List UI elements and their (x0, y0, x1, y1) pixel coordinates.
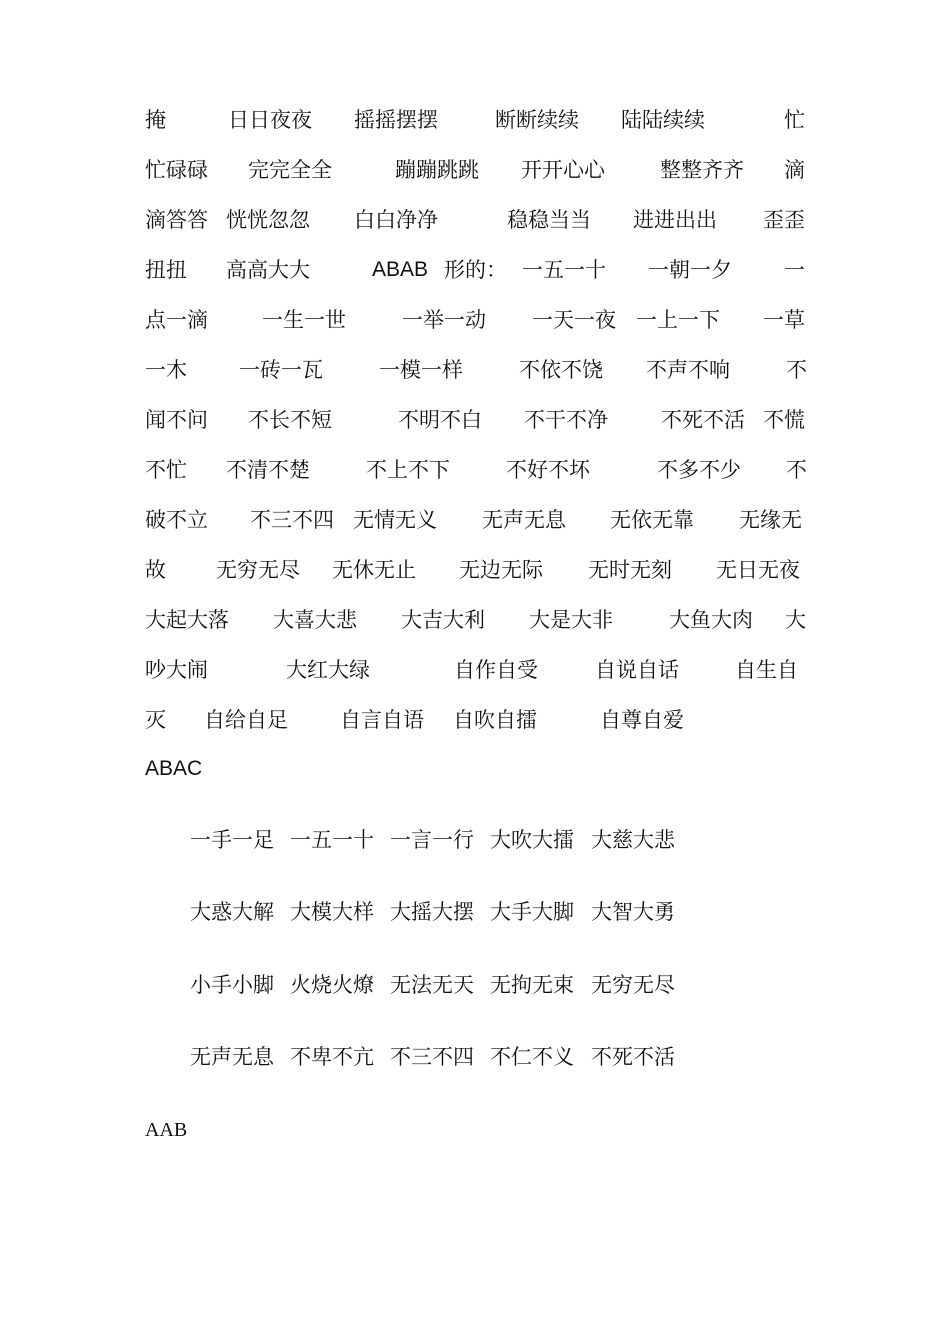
word: 自言自语 (340, 708, 424, 732)
word: 自吹自擂 (453, 708, 537, 732)
word: 不明不白 (398, 408, 482, 432)
abac-line-2 (145, 897, 675, 927)
word: 一木 (145, 358, 187, 382)
word: 自尊自爱 (600, 708, 684, 732)
word: 无依无靠 (610, 508, 694, 532)
word: 大红大绿 (286, 658, 370, 682)
abac-line-4 (145, 1042, 675, 1072)
word: 大惑大解 (190, 900, 274, 924)
word: 一模一样 (379, 358, 463, 382)
word: 断断续续 (495, 108, 579, 132)
text-line-3 (145, 205, 805, 235)
word: 一五一十 (522, 258, 606, 282)
word: 大智大勇 (591, 900, 675, 924)
word: 不多不少 (657, 458, 741, 482)
word: 大起大落 (145, 608, 229, 632)
text-line-9 (145, 505, 802, 535)
word: 无声无息 (482, 508, 566, 532)
word: 不三不四 (390, 1045, 474, 1069)
word: 不上不下 (366, 458, 450, 482)
text-line-5 (145, 305, 805, 335)
word: 一手一足 (190, 828, 274, 852)
word: 恍恍忽忽 (226, 208, 310, 232)
word: 完完全全 (248, 158, 332, 182)
word: 火烧火燎 (290, 973, 374, 997)
word: 不卑不亢 (290, 1045, 374, 1069)
word: 不长不短 (248, 408, 332, 432)
word: 吵大闹 (145, 658, 208, 682)
word: 无日无夜 (716, 558, 800, 582)
word: 滴答答 (145, 208, 208, 232)
word: 一生一世 (262, 308, 346, 332)
word: 大吉大利 (401, 608, 485, 632)
text-line-4 (145, 255, 805, 285)
word: 无穷无尽 (216, 558, 300, 582)
heading-aab: AAB (145, 1119, 188, 1141)
word: 掩 (145, 108, 166, 132)
word: 无法无天 (390, 973, 474, 997)
text-line-11 (145, 605, 806, 635)
word: 高高大大 (226, 258, 310, 282)
word: 形的： (444, 258, 507, 282)
word: 蹦蹦跳跳 (395, 158, 479, 182)
word: 不 (786, 458, 807, 482)
word: 故 (145, 558, 166, 582)
word: 一举一动 (402, 308, 486, 332)
word: ABAB (372, 258, 429, 281)
word: 不依不饶 (519, 358, 603, 382)
word: 灭 (145, 708, 166, 732)
word: 一天一夜 (532, 308, 616, 332)
word: 大摇大摆 (390, 900, 474, 924)
word: 不仁不义 (490, 1045, 574, 1069)
word: 大吹大擂 (490, 828, 574, 852)
word: 大慈大悲 (591, 828, 675, 852)
word: 不三不四 (250, 508, 334, 532)
word: 滴 (784, 158, 805, 182)
text-line-10 (145, 555, 800, 585)
word: 大是大非 (529, 608, 613, 632)
word: 不声不响 (646, 358, 730, 382)
abac-line-1 (145, 825, 675, 855)
word: 一朝一夕 (648, 258, 732, 282)
heading-abac: ABAC (145, 757, 203, 780)
text-line-8 (145, 455, 807, 485)
text-line-12 (145, 655, 798, 685)
word: 不死不活 (661, 408, 745, 432)
word: 一 (784, 258, 805, 282)
word: 扭扭 (145, 258, 187, 282)
word: 大喜大悲 (273, 608, 357, 632)
word: 忙碌碌 (145, 158, 208, 182)
text-line-13 (145, 705, 684, 735)
word: 无拘无束 (490, 973, 574, 997)
word: 不慌 (763, 408, 805, 432)
text-line-2 (145, 155, 805, 185)
word: 自作自受 (454, 658, 538, 682)
word: 无声无息 (190, 1045, 274, 1069)
word: 稳稳当当 (507, 208, 591, 232)
word: 忙 (784, 108, 805, 132)
word: 破不立 (145, 508, 208, 532)
word: 歪歪 (763, 208, 805, 232)
word: 自生自 (735, 658, 798, 682)
word: 不干不净 (524, 408, 608, 432)
word: 一言一行 (390, 828, 474, 852)
word: 无时无刻 (588, 558, 672, 582)
abac-line-3 (145, 970, 675, 1000)
word: 大模大样 (290, 900, 374, 924)
word: 闻不问 (145, 408, 208, 432)
text-line-1 (145, 105, 805, 135)
word: 点一滴 (145, 308, 208, 332)
word: 无穷无尽 (591, 973, 675, 997)
word: 无休无止 (332, 558, 416, 582)
word: 自给自足 (204, 708, 288, 732)
word: 无缘无 (739, 508, 802, 532)
word: 陆陆续续 (621, 108, 705, 132)
word: 白白净净 (354, 208, 438, 232)
word: 不死不活 (591, 1045, 675, 1069)
word: 一草 (763, 308, 805, 332)
word: 小手小脚 (190, 973, 274, 997)
word: 一五一十 (290, 828, 374, 852)
word: 日日夜夜 (228, 108, 312, 132)
word: 一砖一瓦 (239, 358, 323, 382)
word: 大鱼大肉 (669, 608, 753, 632)
text-line-6 (145, 355, 807, 385)
word: 整整齐齐 (660, 158, 744, 182)
word: 无边无际 (459, 558, 543, 582)
word: 大 (785, 608, 806, 632)
word: 不 (786, 358, 807, 382)
word: 不忙 (145, 458, 187, 482)
word: 无情无义 (353, 508, 437, 532)
word: 摇摇摆摆 (354, 108, 438, 132)
word: 进进出出 (633, 208, 717, 232)
word: 不清不楚 (226, 458, 310, 482)
word: 自说自话 (595, 658, 679, 682)
word: 一上一下 (636, 308, 720, 332)
word: 大手大脚 (490, 900, 574, 924)
word: 开开心心 (521, 158, 605, 182)
text-line-7 (145, 405, 805, 435)
word: 不好不坏 (506, 458, 590, 482)
